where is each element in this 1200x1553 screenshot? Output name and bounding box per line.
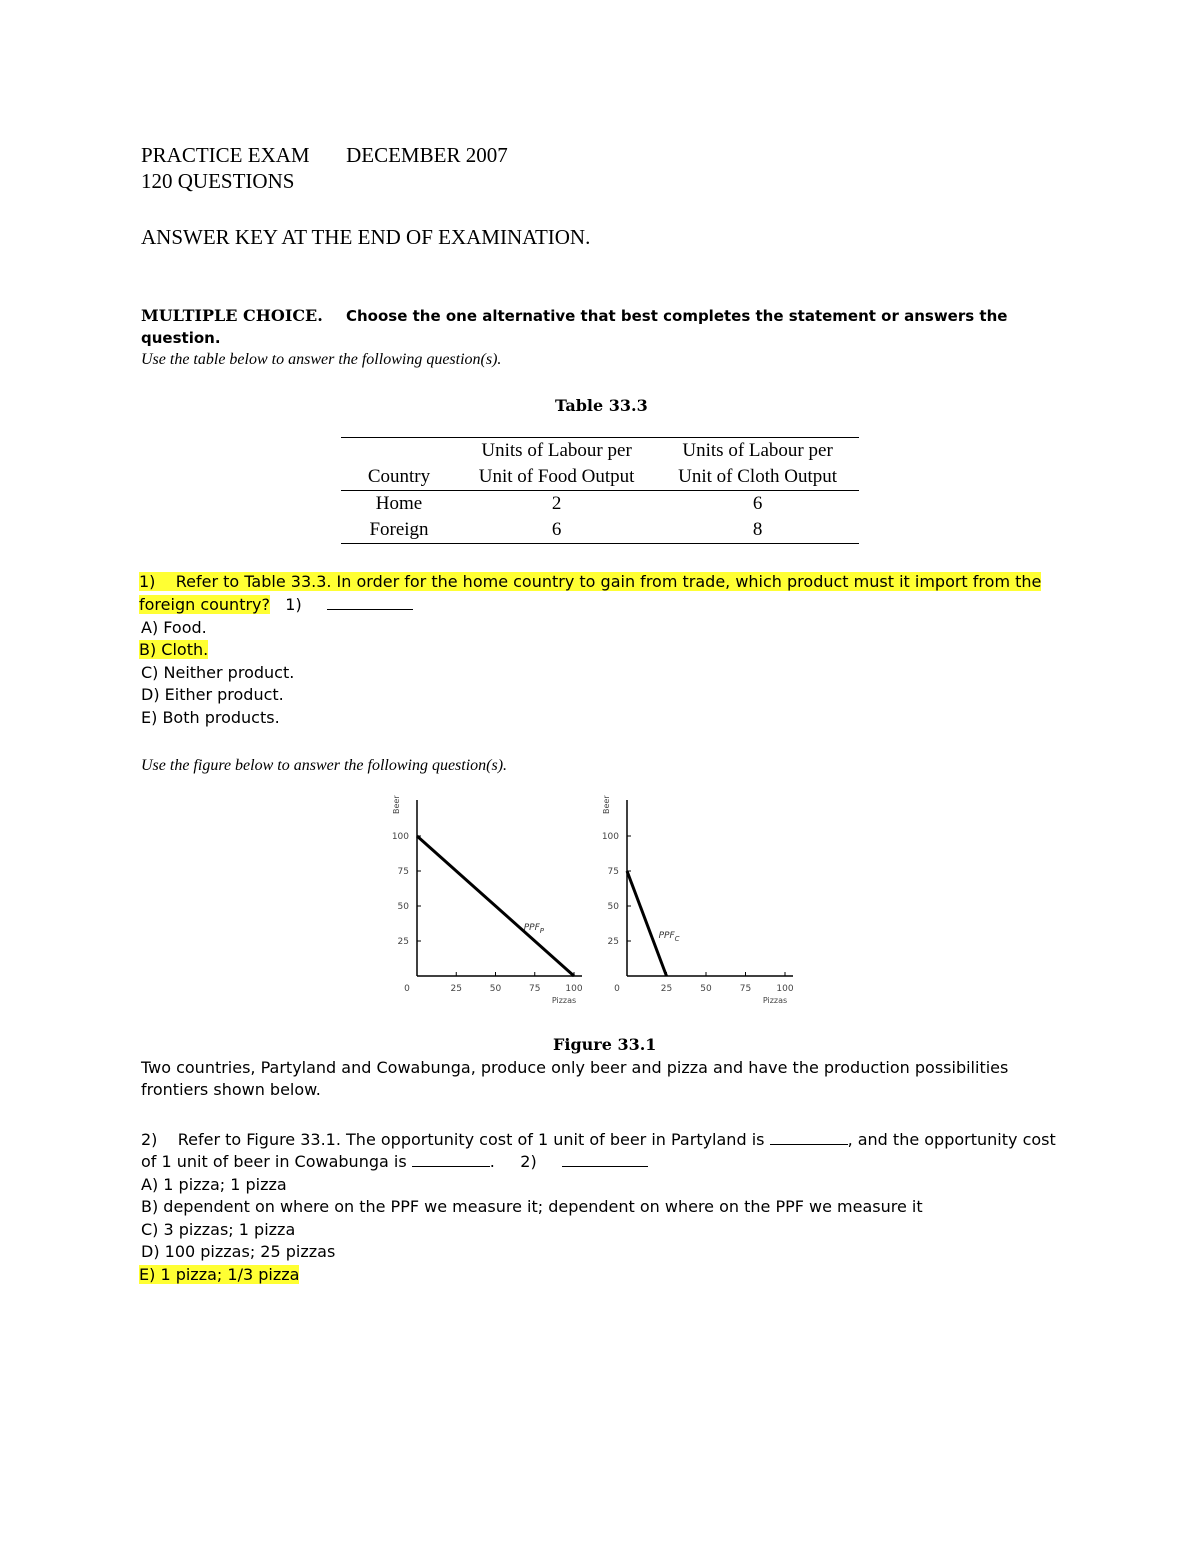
table-cell: 2 (551, 493, 562, 514)
question-1-text: Refer to Table 33.3. In order for the home country to gain from trade, which product must it import from the (175, 572, 1042, 591)
y-tick-label: 75 (607, 867, 619, 877)
x-tick-label: 50 (700, 984, 712, 994)
table-cell: Home (375, 493, 423, 514)
question-count: 120 QUESTIONS (141, 169, 295, 193)
question-2-line1 (141, 1130, 1056, 1149)
instructions-heading-bold: MULTIPLE CHOICE. (141, 306, 323, 325)
question-2-text-cont: of 1 unit of beer in Cowabunga is (141, 1152, 407, 1171)
table-header-cell: Country (367, 466, 431, 487)
ppf-label-subscript: P (539, 926, 545, 935)
option-e-text: E) 1 pizza; 1/3 pizza (139, 1265, 300, 1284)
chart-cowabunga (602, 795, 794, 1005)
question-1-stem (139, 572, 1041, 591)
figure-caption: Figure 33.1 (553, 1035, 657, 1054)
x-tick-label: 0 (404, 984, 410, 994)
x-tick-label: 25 (450, 984, 462, 994)
question-2-text-b: , and the opportunity cost (847, 1130, 1056, 1149)
x-tick-label: 75 (739, 984, 752, 994)
option-a[interactable]: A) Food. (141, 618, 207, 637)
figure-description-line2: frontiers shown below. (141, 1080, 321, 1099)
question-1-line2 (139, 595, 413, 614)
question-1-number: 1) (139, 572, 156, 591)
question-1-ref: 1) (285, 595, 302, 614)
table-caption: Table 33.3 (555, 396, 648, 415)
ppf-line (627, 871, 667, 976)
exam-title (141, 143, 508, 168)
question-2-ref: 2) (520, 1152, 537, 1171)
table-header-cell (341, 438, 457, 464)
x-tick-label: 75 (529, 984, 541, 994)
answer-key-note: ANSWER KEY AT THE END OF EXAMINATION. (141, 225, 591, 249)
table-header-cell: Units of Labour per (481, 440, 632, 461)
answer-blank[interactable] (562, 1152, 648, 1167)
option-d[interactable]: D) Either product. (141, 685, 284, 704)
use-table-instruction: Use the table below to answer the following question(s). (141, 351, 502, 368)
option-b-text: B) Cloth. (139, 640, 209, 659)
table-header-row (341, 438, 859, 464)
ppf-label: $PPF_C$ (658, 931, 680, 944)
instructions-heading-rest: Choose the one alternative that best completes the statement or answers the (345, 307, 1008, 325)
y-axis-label: Beer (602, 795, 611, 814)
table-header-row (341, 464, 859, 491)
answer-blank[interactable] (412, 1152, 490, 1167)
exam-title-left: PRACTICE EXAM (141, 143, 310, 167)
data-table (341, 438, 859, 543)
table-header-cell: Unit of Cloth Output (678, 466, 838, 487)
y-tick-label: 25 (607, 937, 619, 947)
x-tick-label: 100 (776, 984, 794, 994)
x-axis-label: Pizzas (762, 996, 788, 1005)
table-row (341, 491, 859, 518)
question-1-text-cont: foreign country? (139, 595, 270, 614)
question-1-line1 (139, 572, 1041, 591)
exam-date: DECEMBER 2007 (346, 143, 508, 167)
table-row (341, 517, 859, 543)
y-tick-label: 25 (397, 937, 409, 947)
chart-partyland (392, 795, 583, 1005)
table-header-cell: Unit of Food Output (478, 466, 635, 487)
table-cell: 6 (551, 519, 562, 540)
option-e[interactable] (139, 1265, 299, 1284)
option-c[interactable]: C) 3 pizzas; 1 pizza (141, 1220, 296, 1239)
x-tick-label: 0 (614, 984, 620, 994)
option-a[interactable]: A) 1 pizza; 1 pizza (141, 1175, 287, 1194)
y-tick-label: 50 (397, 902, 409, 912)
instructions-heading (141, 306, 1007, 325)
use-figure-instruction: Use the figure below to answer the following question(s). (141, 757, 508, 774)
table-cell: Foreign (369, 519, 429, 540)
option-d[interactable]: D) 100 pizzas; 25 pizzas (141, 1242, 336, 1261)
x-tick-label: 50 (489, 984, 502, 994)
table-cell: 6 (752, 493, 763, 514)
y-tick-label: 100 (601, 832, 619, 842)
question-2-line2: of 1 unit of beer in Cowabunga is . 2) (141, 1152, 648, 1171)
question-2-number: 2) (141, 1130, 158, 1149)
figure-description-line1: Two countries, Partyland and Cowabunga, produce only beer and pizza and have the production possibilities (141, 1058, 1009, 1077)
option-b[interactable]: B) dependent on where on the PPF we measure it; dependent on where on the PPF we measure it (141, 1197, 923, 1216)
question-2-text: Refer to Figure 33.1. The opportunity cost of 1 unit of beer in Partyland is (177, 1130, 765, 1149)
y-tick-label: 100 (391, 832, 409, 842)
ppf-line (417, 836, 574, 976)
instructions-heading-line2: question. (141, 329, 221, 347)
x-axis-label: Pizzas (551, 996, 577, 1005)
y-tick-label: 75 (397, 867, 409, 877)
x-tick-label: 100 (565, 984, 583, 994)
y-tick-label: 50 (607, 902, 619, 912)
table-cell: 8 (752, 519, 763, 540)
option-b[interactable] (139, 640, 208, 659)
option-c[interactable]: C) Neither product. (141, 663, 295, 682)
y-axis-label: Beer (392, 795, 401, 814)
answer-blank[interactable] (327, 595, 413, 610)
x-tick-label: 25 (660, 984, 673, 994)
answer-blank[interactable] (770, 1130, 848, 1145)
table-header-cell: Units of Labour per (682, 440, 833, 461)
option-e[interactable]: E) Both products. (141, 708, 280, 727)
data-table-wrap (341, 437, 859, 544)
ppf-label: $PPF_P$ (523, 922, 545, 935)
ppf-label-subscript: C (674, 935, 680, 944)
ppf-charts (375, 795, 825, 1010)
